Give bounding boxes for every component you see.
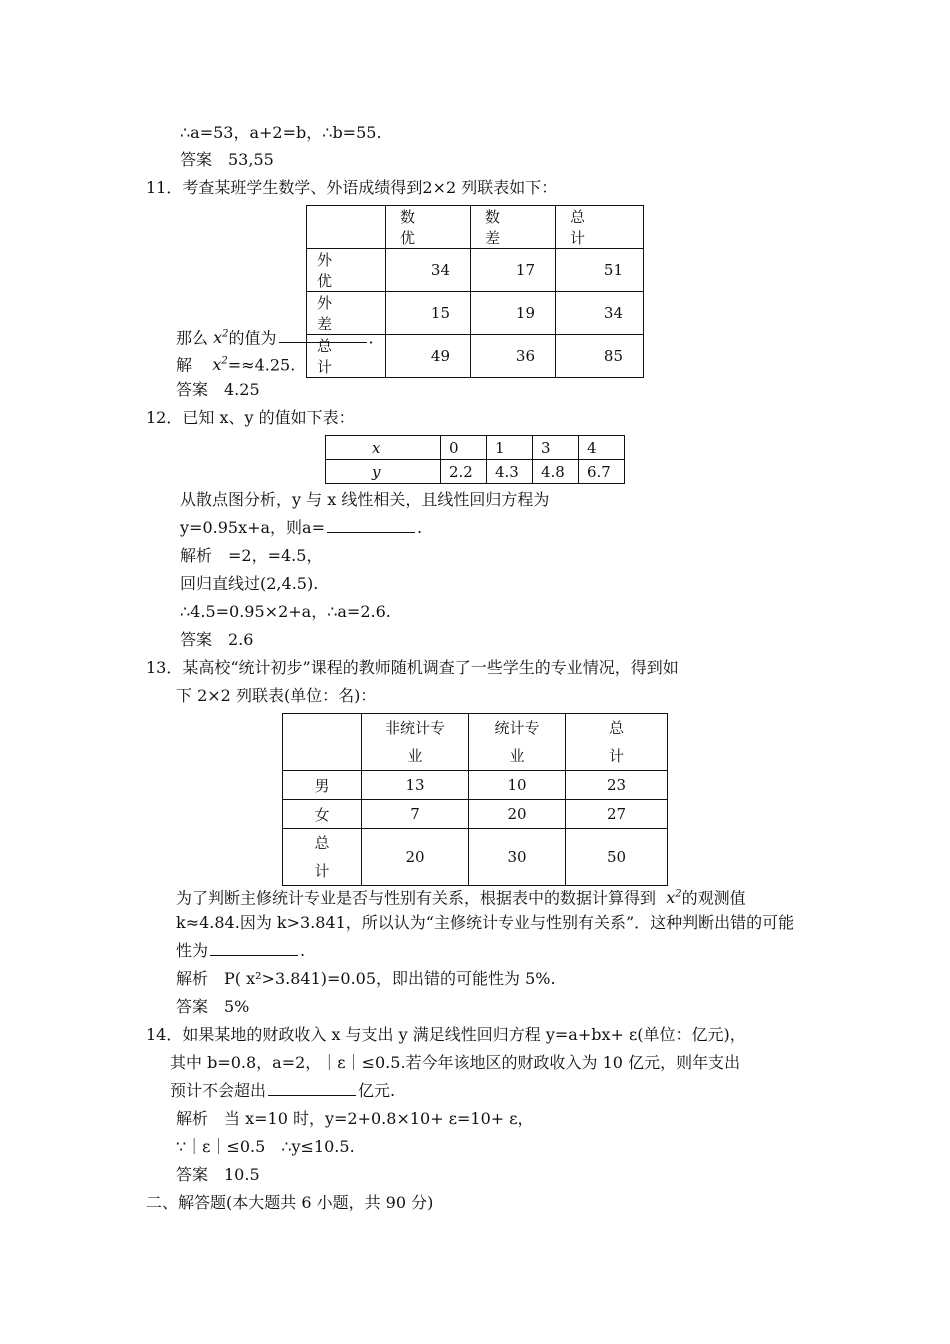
text: 统计专 [494,719,540,737]
table-cell: 4 [579,436,625,460]
table-cell: 2.2 [441,460,487,484]
q12-line: ∴4.5=0.95×2+a，∴a=2.6. [180,602,391,621]
answer-q14: 答案 10.5 [176,1165,260,1184]
text: 那么 [176,328,209,348]
table-cell: 4.8 [533,460,579,484]
table-row [326,460,625,484]
answer-q10: 答案 53,55 [180,150,274,169]
chi-square-symbol: $x^2$ [666,888,682,908]
table-header-cell: 数 差 [471,206,556,249]
q12-value-table [325,435,625,484]
text: 的值为 [228,328,277,348]
table-cell: 27 [566,800,668,829]
q12-line: 解析 =2，=4.5， [180,546,323,565]
table-header-row [307,206,644,249]
table-cell: 20 [362,829,469,886]
table-row [307,249,644,292]
table-cell: 6.7 [579,460,625,484]
q12-line: 回归直线过(2,4.5). [180,574,319,593]
text: 的观测值 [681,888,746,908]
table-cell: 20 [469,800,566,829]
table-header-row [283,714,668,771]
answer-q13: 答案 5% [176,997,250,1016]
table-cell: 10 [469,771,566,800]
q12-stem: 12．已知 x、y 的值如下表： [146,408,355,427]
table-header-cell [362,714,469,771]
table-row [283,771,668,800]
table-row-header: x [326,436,441,460]
table-row-header: 外 差 [307,292,386,335]
text: 计 [608,747,624,765]
q13-stem: 13．某高校“统计初步”课程的教师随机调查了一些学生的专业情况，得到如 [146,658,679,677]
table-cell [307,206,386,249]
table-cell: 34 [556,292,644,335]
q13-line [176,885,746,908]
text: 为了判断主修统计专业是否与性别有关系，根据表中的数据计算得到 [176,888,657,908]
table-cell: 85 [556,335,644,378]
table-cell: 36 [471,335,556,378]
q13-line: k≈4.84.因为 k>3.841，所以认为“主修统计专业与性别有关系”．这种判断出错的可能 [176,913,795,932]
q13-stem: 下 2×2 列联表(单位：名)： [176,686,377,705]
q14-line: 解析 当 x=10 时，y=2+0.8×10+ ε=10+ ε， [176,1109,534,1128]
table-row-header: 男 [283,771,362,800]
table-cell: 50 [566,829,668,886]
table-row [326,436,625,460]
answer-blank [279,328,367,343]
table-cell: 49 [386,335,471,378]
table-row-header: y [326,460,441,484]
q13-line: 解析 P( x²>3.841)=0.05，即出错的可能性为 5%. [176,969,556,988]
table-cell: 4.3 [487,460,533,484]
table-cell: 51 [556,249,644,292]
q11-ask: 那么 $x^2$的值为 . [176,328,374,348]
text: y=0.95x+a，则a= [180,518,325,537]
q11-stem: 11．考查某班学生数学、外语成绩得到2×2 列联表如下： [146,178,558,197]
q13-contingency-table [282,713,668,886]
chi-square-symbol: $x^2$ [212,355,228,375]
table-cell [283,714,362,771]
table-cell: 13 [362,771,469,800]
table-cell: 34 [386,249,471,292]
text: =≈4.25. [227,355,296,375]
q14-line: ∵｜ε｜≤0.5 ∴y≤10.5. [176,1137,355,1156]
table-header-cell [566,714,668,771]
table-header-cell [469,714,566,771]
q14-line [170,1081,395,1101]
table-row-header: 女 [283,800,362,829]
answer-blank [268,1081,356,1096]
text: 总 [608,719,624,737]
table-cell: 23 [566,771,668,800]
section-heading: 二、解答题(本大题共 6 小题，共 90 分) [146,1193,434,1212]
text: 计 [314,862,330,880]
q11-solution [176,352,295,375]
q12-line: 从散点图分析，y 与 x 线性相关，且线性回归方程为 [180,490,550,509]
table-cell: 30 [469,829,566,886]
table-row-header: 外 优 [307,249,386,292]
table-cell: 15 [386,292,471,335]
table-row-header [283,829,362,886]
answer-blank [210,941,298,956]
label: 解 [176,355,193,375]
table-row [283,829,668,886]
answer-blank [327,518,415,533]
answer-q12: 答案 2.6 [180,630,254,649]
text: 业 [407,747,423,765]
table-row [283,800,668,829]
table-row-header: 总 计 [307,335,386,378]
table-header-cell: 数 优 [386,206,471,249]
table-cell: 3 [533,436,579,460]
text: 预计不会超出 [170,1081,267,1100]
q14-line: 其中 b=0.8，a=2，｜ε｜≤0.5.若今年该地区的财政收入为 10 亿元，则年支出 [170,1053,741,1072]
table-cell: 0 [441,436,487,460]
text: 业 [509,747,525,765]
q14-stem: 14．如果某地的财政收入 x 与支出 y 满足线性回归方程 y=a+bx+ ε(单位：亿元)， [146,1025,746,1044]
text: 性为 [176,941,209,960]
q13-line: 性为 . [176,941,306,960]
line-solution-a-b: ∴a=53，a+2=b，∴b=55. [180,123,382,142]
q11-contingency-table [306,205,644,378]
text: 总 [314,834,330,852]
text: 非统计专 [384,719,445,737]
chi-square-symbol: $x^2$ [213,328,229,348]
table-cell: 17 [471,249,556,292]
table-header-cell: 总 计 [556,206,644,249]
table-cell: 7 [362,800,469,829]
table-cell: 1 [487,436,533,460]
answer-q11: 答案 4.25 [176,380,260,399]
text: 亿元. [358,1081,396,1100]
q12-line: y=0.95x+a，则a= . [180,518,423,537]
table-cell: 19 [471,292,556,335]
